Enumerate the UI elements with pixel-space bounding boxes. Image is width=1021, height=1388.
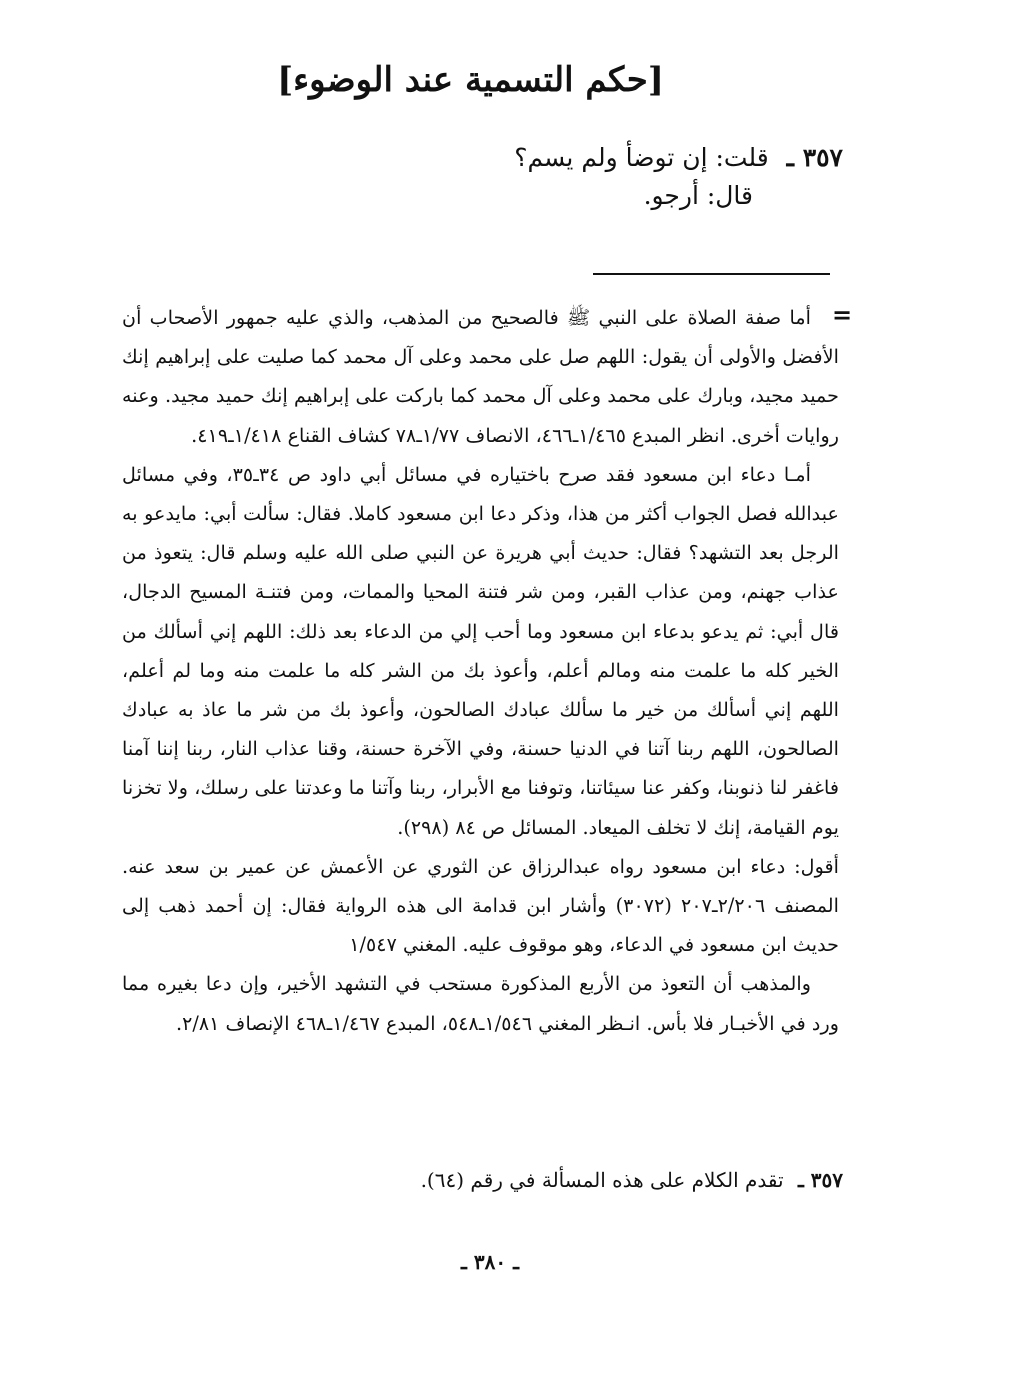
- footnote-paragraph: والمذهب أن التعوذ من الأربع المذكورة مستحب في التشهد الأخير، وإن دعا بغيره مما ورد في الأخبـار فلا بأس. انـظر المغني ١/٥٤٦ـ٥٤٨، المبدع ١/٤٦٧ـ٤٦٨ الإنصاف ٢/٨١.: [122, 972, 839, 1035]
- main-question: [514, 138, 843, 178]
- section-title: [حكم التسمية عند الوضوء]: [277, 60, 664, 100]
- page-number: ـ ٣٨٠ ـ: [461, 1250, 519, 1274]
- question-number: ٣٥٧ ـ: [786, 143, 843, 172]
- footnote-paragraph: أقول: دعاء ابن مسعود رواه عبدالرزاق عن الثوري عن الأعمش عن عمير بن سعد عنه. المصنف ٢/٢٠٦ـ٢٠٧ (٣٠٧٢) وأشار ابن قدامة الى هذه الرواية فقال: إن أحمد ذهب إلى حديث ابن مسعود في الدعاء، وهو موقوف عليه. المغني ١/٥٤٧: [122, 854, 839, 957]
- main-answer: قال: أرجو.: [643, 181, 753, 210]
- footnote-paragraph: أما صفة الصلاة على النبي ﷺ فالصحيح من المذهب، والذي عليه جمهور الأصحاب أن الأفضل والأولى أن يقول: اللهم صل على محمد وعلى آل محمد كما صليت على إبراهيم إنك حميد مجيد، وبارك على محمد وعلى آل محمد كما باركت على إبراهيم إنك حميد مجيد. وعنه روايات أخرى. انظر المبدع ١/٤٦٥ـ٤٦٦، الانصاف ١/٧٧ـ٧٨ كشاف القناع ١/٤١٨ـ٤١٩.: [122, 306, 839, 447]
- footnote-paragraph: أمـا دعاء ابن مسعود فقد صرح باختياره في مسائل أبي داود ص ٣٤ـ٣٥، وفي مسائل عبدالله فصل الجواب أكثر من هذا، وذكر دعا ابن مسعود كاملا. فقال: سألت أبي: مايدعو به الرجل بعد التشهد؟ فقال: حديث أبي هريرة عن النبي صلى الله عليه وسلم قال: يتعوذ من عذاب جهنم، ومن عذاب القبر، ومن شر فتنة المحيا والممات، ومن فتنـة المسيح الدجال، قال أبي: ثم يدعو بدعاء ابن مسعود وما أحب إلي من الدعاء بعد ذلك: اللهم إني أسألك من الخير كله ما علمت منه ومالم أعلم، وأعوذ بك من الشر كله ما علمت منه وما لم أعلم، اللهم إني أسألك من خير ما سألك عبادك الصالحون، وأعوذ بك من شر ما عاذ به عبادك الصالحون، اللهم ربنا آتنا في الدنيا حسنة، وفي الآخرة حسنة، وقنا عذاب النار، ربنا إننا آمنا فاغفر لنا ذنوبنا، وكفر عنا سيئاتنا، وتوفنا مع الأبرار، ربنا وآتنا ما وعدتنا على رسلك، ولا تخزنا يوم القيامة، إنك لا تخلف الميعاد. المسائل ص ٨٤ (٢٩٨).: [122, 462, 839, 839]
- question-text: قلت: إن توضأ ولم يسم؟: [514, 143, 769, 172]
- footnote-number: ٣٥٧ ـ: [797, 1168, 843, 1192]
- footnotes-block: [122, 298, 839, 1043]
- footnote-second: [421, 1162, 843, 1198]
- footnote-continuation-mark: =: [832, 300, 853, 329]
- footnote-divider: [593, 273, 830, 275]
- footnote-text: تقدم الكلام على هذه المسألة في رقم (٦٤).: [420, 1168, 784, 1192]
